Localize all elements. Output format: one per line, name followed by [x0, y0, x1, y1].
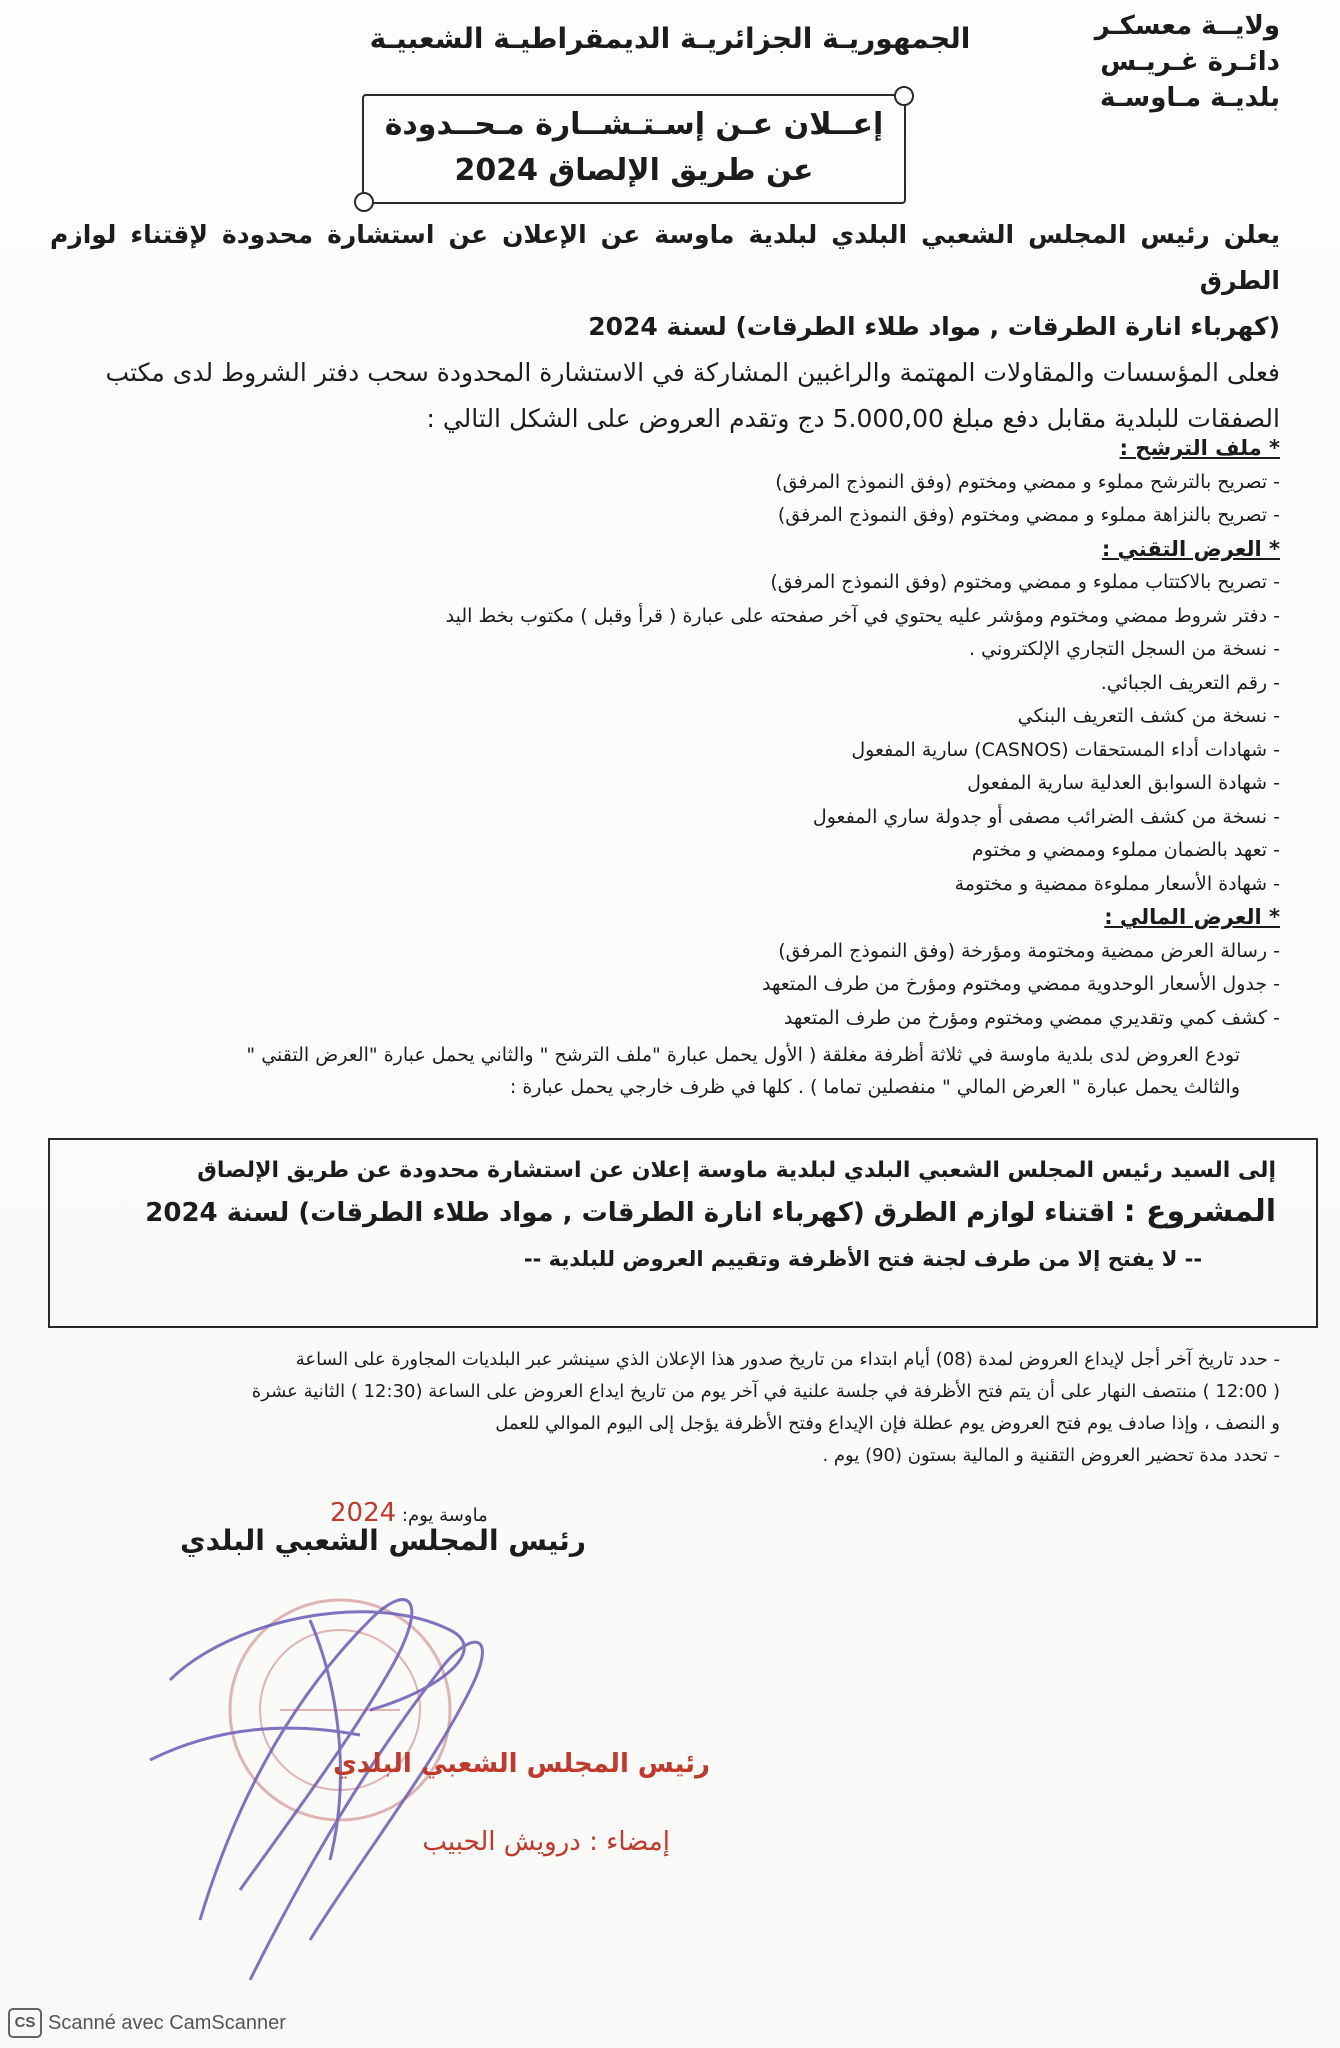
admin-header — [1040, 8, 1280, 116]
list-item: - تصريح بالاكتتاب مملوء و ممضي ومختوم (وفق النموذج المرفق) — [770, 571, 1280, 593]
deadline-line: ( 12:00 ) منتصف النهار على أن يتم فتح الأظرفة في جلسة علنية في آخر يوم من تاريخ ايداع العروض على الساعة (12:30 ) الثانية عشرة — [251, 1381, 1280, 1402]
stamp-name: إمضاء : درويش الحبيب — [422, 1827, 670, 1857]
date-stamp: 2024 — [330, 1498, 397, 1528]
commune-line: بلديـة مـاوسـة — [1100, 83, 1280, 113]
intro-line: فعلى المؤسسات والمقاولات المهتمة والراغبين المشاركة في الاستشارة المحدودة سحب دفتر الشروط لدى مكتب — [105, 358, 1280, 387]
intro-line: الصفقات للبلدية مقابل دفع مبلغ 5.000,00 دج وتقدم العروض على الشكل التالي : — [426, 404, 1280, 433]
deadline-line: - حدد تاريخ آخر أجل لإيداع العروض لمدة (08) أيام ابتداء من تاريخ صدور هذا الإعلان الذي سينشر عبر البلديات المجاورة على الساعة — [295, 1349, 1280, 1370]
list-item: - رقم التعريف الجبائي. — [1100, 671, 1280, 694]
deadline-line: و النصف ، وإذا صادف يوم فتح العروض يوم عطلة فإن الإيداع وفتح الأظرفة يؤجل إلى اليوم الموالي للعمل — [495, 1413, 1280, 1434]
financial-title: * العرض المالي : — [1104, 905, 1280, 929]
intro-line: (كهرباء انارة الطرقات , مواد طلاء الطرقات) لسنة 2024 — [588, 312, 1280, 341]
envelope-project — [90, 1190, 1276, 1235]
camscanner-logo: CS — [8, 2008, 42, 2038]
signer-title: رئيس المجلس الشعبي البلدي — [180, 1524, 586, 1557]
announcement-title: إعــلان عـن إسـتـشــارة مـحــدودة — [384, 107, 884, 142]
intro-paragraph — [50, 212, 1280, 442]
stamp-title: رئيس المجلس الشعبي البلدي — [333, 1749, 710, 1779]
list-item: - تصريح بالنزاهة مملوء و ممضي ومختوم (وفق النموذج المرفق) — [777, 504, 1280, 526]
deadline-paragraph — [40, 1344, 1280, 1472]
intro-line: يعلن رئيس المجلس الشعبي البلدي لبلدية ماوسة عن الإعلان عن استشارة محدودة لإقتناء لوازم الطرق — [50, 220, 1280, 295]
requirements-sections — [40, 432, 1280, 1103]
deadline-line: - تحدد مدة تحضير العروض التقنية و المالية بستون (90) يوم . — [822, 1445, 1280, 1466]
list-item: - كشف كمي وتقديري ممضي ومختوم ومؤرخ من طرف المتعهد — [783, 1006, 1280, 1029]
list-item: - رسالة العرض ممضية ومختومة ومؤرخة (وفق النموذج المرفق) — [778, 939, 1280, 962]
list-item: - نسخة من السجل التجاري الإلكتروني . — [969, 638, 1280, 660]
official-stamp-signature — [110, 1560, 730, 2000]
list-item: - دفتر شروط ممضي ومختوم ومؤشر عليه يحتوي في آخر صفحته على عبارة ( قرأ وقبل ) مكتوب بخط اليد — [445, 604, 1280, 627]
envelope-box — [48, 1138, 1318, 1328]
list-item: - جدول الأسعار الوحدوية ممضي ومختوم ومؤرخ من طرف المتعهد — [762, 973, 1280, 995]
scanner-footer — [8, 2008, 286, 2038]
note-line: والثالث يحمل عبارة " العرض المالي " منفصلين تماما ) . كلها في ظرف خارجي يحمل عبارة : — [509, 1076, 1240, 1098]
candidature-title: * ملف الترشح : — [1119, 436, 1280, 460]
note-line: تودع العروض لدى بلدية ماوسة في ثلاثة أظرفة مغلقة ( الأول يحمل عبارة "ملف الترشح " والثاني يحمل عبارة "العرض التقني " — [246, 1044, 1240, 1066]
republic-header: الجمهوريـة الجزائريـة الديمقراطيـة الشعبيـة — [369, 22, 971, 55]
announcement-subtitle: عن طريق الإلصاق 2024 — [454, 153, 814, 188]
list-item: - تعهد بالضمان مملوء وممضي و مختوم — [971, 839, 1280, 861]
scanner-watermark-text: Scanné avec CamScanner — [48, 2011, 286, 2034]
signature-scribble — [150, 1600, 482, 1980]
project-text: اقتناء لوازم الطرق (كهرباء انارة الطرقات , مواد طلاء الطرقات) لسنة 2024 — [145, 1198, 1115, 1228]
daira-line: دائـرة غـريـس — [1100, 47, 1280, 77]
list-item: - نسخة من كشف التعريف البنكي — [1017, 705, 1280, 727]
place-date-label: ماوسة يوم: — [401, 1505, 488, 1526]
project-label: المشروع : — [1123, 1194, 1276, 1229]
list-item: - تصريح بالترشح مملوء و ممضي ومختوم (وفق النموذج المرفق) — [775, 470, 1280, 493]
envelope-addressee: إلى السيد رئيس المجلس الشعبي البلدي لبلدية ماوسة إعلان عن استشارة محدودة عن طريق الإلصاق — [197, 1158, 1276, 1183]
announcement-title-frame — [362, 94, 906, 204]
list-item: - نسخة من كشف الضرائب مصفى أو جدولة ساري المفعول — [812, 805, 1280, 828]
list-item: - شهادة الأسعار مملوءة ممضية و مختومة — [954, 872, 1280, 895]
wilaya-line: ولايــة معسكـر — [1094, 11, 1280, 41]
submission-note — [40, 1039, 1280, 1103]
list-item: - شهادة السوابق العدلية سارية المفعول — [967, 772, 1280, 794]
technical-title: * العرض التقني : — [1101, 536, 1280, 561]
list-item: - شهادات أداء المستحقات (CASNOS) سارية المفعول — [851, 738, 1280, 761]
envelope-warning: -- لا يفتح إلا من طرف لجنة فتح الأظرفة وتقييم العروض للبلدية -- — [523, 1247, 1203, 1271]
